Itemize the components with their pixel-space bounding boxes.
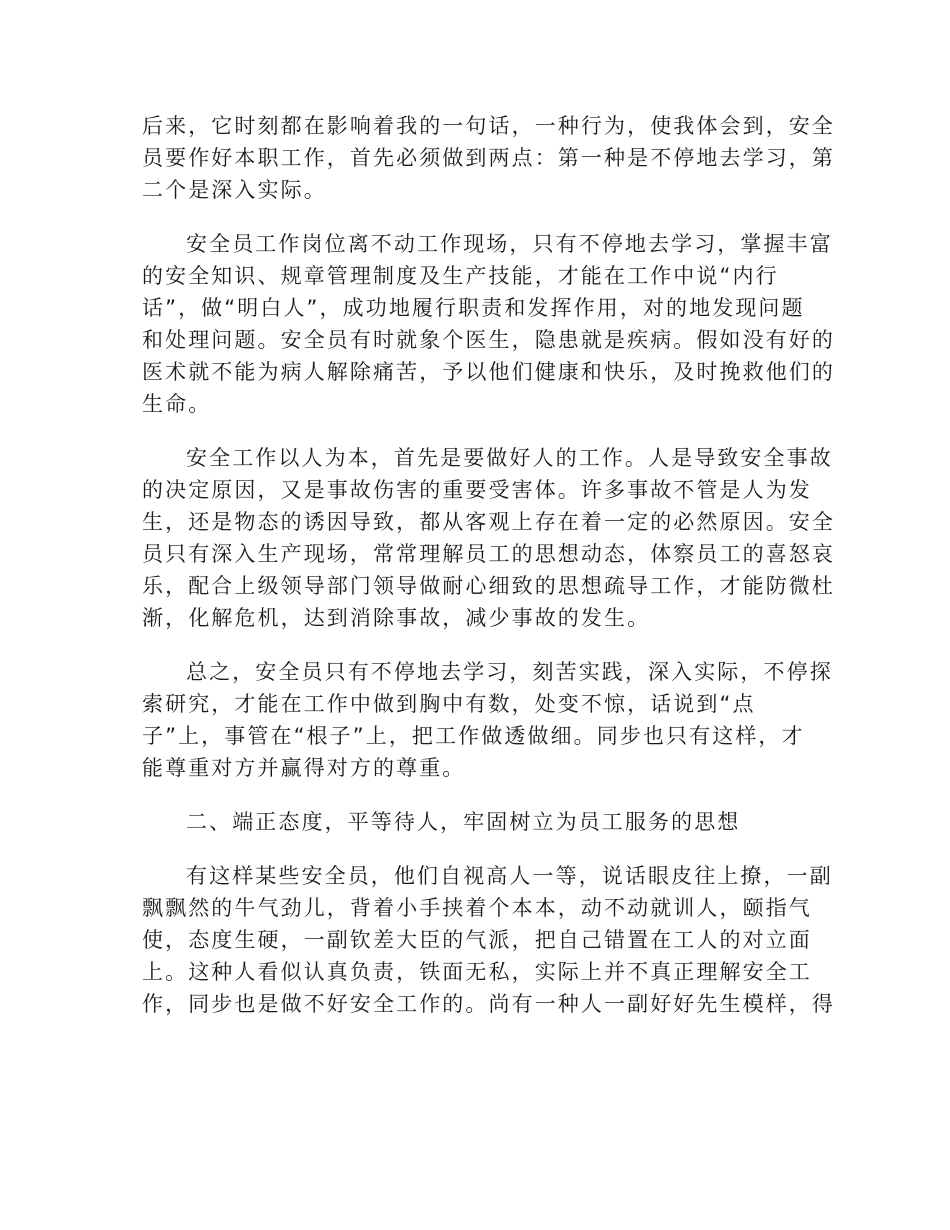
text-line: 子”上，事管在“根子”上，把工作做透做细。同步也只有这样，才	[142, 724, 805, 748]
paragraph-1	[142, 110, 835, 206]
document-body	[142, 110, 835, 1042]
text-line: 的安全知识、规章管理制度及生产技能，才能在工作中说“内行	[142, 264, 779, 288]
text-line: 后来，它时刻都在影响着我的一句话，一种行为，使我体会到，安全	[142, 114, 835, 138]
text-line: 渐，化解危机，达到消除事故，减少事故的发生。	[142, 606, 651, 630]
paragraph-2	[142, 228, 835, 420]
text-line: 话”，做“明白人”，成功地履行职责和发挥作用，对的地发现问题	[142, 296, 805, 320]
text-line: 作，同步也是做不好安全工作的。尚有一种人一副好好先生模样，得	[142, 992, 835, 1016]
text-line: 总之，安全员只有不停地去学习，刻苦实践，深入实际，不停探	[186, 660, 833, 684]
text-line: 生命。	[142, 392, 212, 416]
text-line: 员要作好本职工作，首先必须做到两点：第一种是不停地去学习，第	[142, 146, 835, 170]
text-line: 医术就不能为病人解除痛苦，予以他们健康和快乐，及时挽救他们的	[142, 360, 835, 384]
text-line: 安全员工作岗位离不动工作现场，只有不停地去学习，掌握丰富	[186, 232, 833, 256]
text-line: 索研究，才能在工作中做到胸中有数，处变不惊，话说到“点	[142, 692, 756, 716]
paragraph-6	[142, 860, 835, 1020]
text-line: 使，态度生硬，一副钦差大臣的气派，把自己错置在工人的对立面	[142, 928, 812, 952]
text-line: 安全工作以人为本，首先是要做好人的工作。人是导致安全事故	[186, 446, 833, 470]
text-line: 二个是深入实际。	[142, 178, 327, 202]
text-line: 飘飘然的牛气劲儿，背着小手挟着个本本，动不动就训人，颐指气	[142, 896, 812, 920]
text-line: 生，还是物态的诱因导致，都从客观上存在着一定的必然原因。安全	[142, 510, 835, 534]
text-line: 乐，配合上级领导部门领导做耐心细致的思想疏导工作，才能防微杜	[142, 574, 835, 598]
text-line: 和处理问题。安全员有时就象个医生，隐患就是疾病。假如没有好的	[142, 328, 835, 352]
section-heading	[142, 806, 798, 838]
text-line: 员只有深入生产现场，常常理解员工的思想动态，体察员工的喜怒哀	[142, 542, 835, 566]
section-heading-text: 二、端正态度，平等待人，牢固树立为员工服务的思想	[186, 810, 741, 834]
text-line: 的决定原因，又是事故伤害的重要受害体。许多事故不管是人为发	[142, 478, 812, 502]
text-line: 能尊重对方并赢得对方的尊重。	[142, 756, 466, 780]
paragraph-3	[142, 442, 835, 634]
paragraph-4	[142, 656, 833, 784]
text-line: 上。这种人看似认真负责，铁面无私，实际上并不真正理解安全工	[142, 960, 812, 984]
text-line: 有这样某些安全员，他们自视高人一等，说话眼皮往上撩，一副	[186, 864, 833, 888]
